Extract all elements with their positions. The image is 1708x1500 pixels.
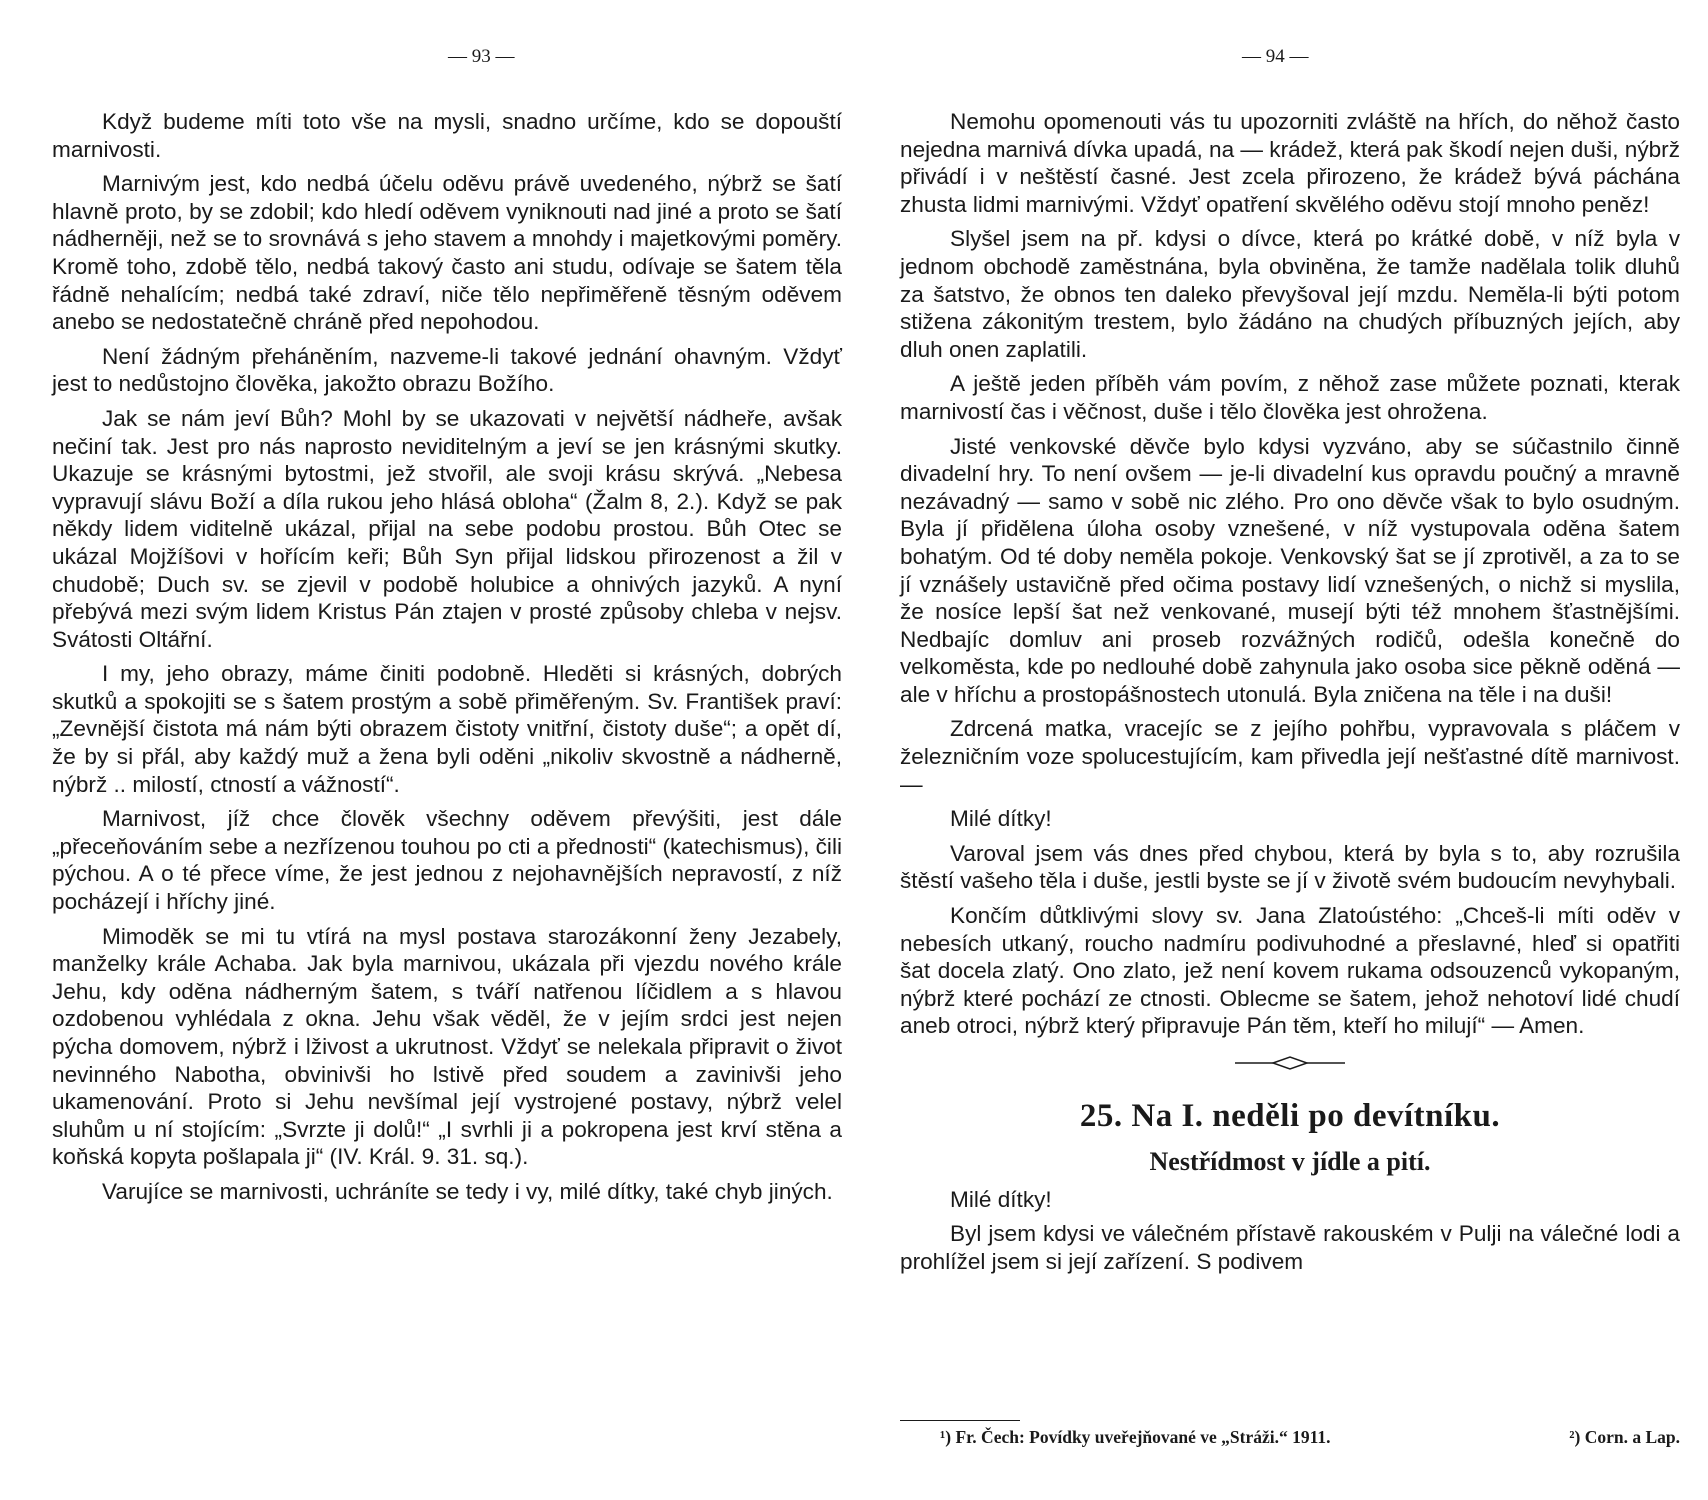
paragraph: I my, jeho obrazy, máme činiti podobně. Hleděti si krásných, dobrých skutků a spokojiti se s šatem prostým a sobě přiměřeným. Sv. František praví: „Zevnější čistota má nám býti obrazem čistoty vnitřní, čistoty duše“; a opět dí, že by si přál, aby každý muž a žena byli oděni „nikoliv skvostně a nádherně, nýbrž .. milostí, ctností a vážností“. [52, 661, 842, 797]
paragraph: Zdrcená matka, vracejíc se z jejího pohřbu, vypravovala s pláčem v železničním voze spolucestujícím, kam přivedla její nešťastné dítě marnivost. — [900, 716, 1680, 797]
paragraph: Jak se nám jeví Bůh? Mohl by se ukazovati v největší nádheře, avšak nečiní tak. Jest pro nás naprosto neviditelným a jeví se jen krásnými skutky. Ukazuje se krásnými bytostmi, jež stvořil, ale svoji krásu skrývá. „Nebesa vypravují slávu Boží a díla rukou jeho hlásá obloha“ (Žalm 8, 2.). Když se pak někdy lidem viditelně ukázal, přijal na sebe podobu prostou. Bůh Otec se ukázal Mojžíšovi v hořícím keři; Bůh Syn přijal lidskou přirozenost a žil v chudobě; Duch sv. se zjevil v podobě holubice a ohnivých jazyků. A nyní přebývá mezi svým lidem Kristus Pán ztajen v prosté způsoby chleba v nejsv. Svátosti Oltářní. [52, 405, 842, 652]
paragraph: Marnivost, jíž chce člověk všechny oděvem převýšiti, jest dále „přeceňováním sebe a nezřízenou touhou po cti a přednosti“ (katechismus), čili pýchou. A o té přece víme, že jest jednou z nejohavnějších nepravostí, z níž pocházejí i hříchy jiné. [52, 806, 842, 915]
footnote-rule [900, 1420, 1020, 1421]
paragraph: Slyšel jsem na př. kdysi o dívce, která po krátké době, v níž byla v jednom obchodě zaměstnána, byla obviněna, že tamže nadělala tolik dluhů za šatstvo, že obnos ten daleko převyšoval její mzdu. Neměla-li býti potom stižena zákonitým trestem, bylo žádáno na chudých příbuzných jejích, aby dluh onen zaplatili. [900, 226, 1680, 362]
page-number: — 94 — [1242, 46, 1309, 67]
section-divider [900, 1050, 1680, 1078]
paragraph: Jisté venkovské děvče bylo kdysi vyzváno, aby se súčastnilo činně divadelní hry. To není ovšem — je-li divadelní kus opravdu poučný a mravně nezávadný — samo v sobě nic zlého. Pro ono děvče však to bylo osudným. Byla jí přidělena úloha osoby vznešené, v níž vystupovala oděna šatem bohatým. Od té doby neměla pokoje. Venkovský šat se jí zprotivěl, a za to se jí vznášely ustavičně před očima postavy lidí vznešených, o nichž si myslila, že nosíce lepší šat než venkované, musejí býti též mnohem šťastnějšími. Nedbajíc domluv ani proseb rozvážných rodičů, odešla konečně do velkoměsta, kde po nedlouhé době zahynula jako osoba sice pěkně oděná — ale v hříchu a prostopášnostech utonulá. Byla zničena na těle i na duši! [900, 433, 1680, 707]
chapter-subtitle: Nestřídmost v jídle a pití. [1149, 1146, 1431, 1176]
right-page [900, 0, 1680, 1500]
paragraph: Marnivým jest, kdo nedbá účelu oděvu právě uvedeného, nýbrž se šatí hlavně proto, by se zdobil; kdo hledí oděvem vyniknouti nad jiné a proto se šatí nádherněji, než se to srovnává s jeho stavem a mnohdy i majetkovými poměry. Kromě toho, zdobě tělo, nedbá takový často ani studu, odívaje se šatem těla řádně nehalícím; nedbá také zdraví, niče tělo nepřiměřeně těsným oděvem anebo se nedostatečně chráně před nepohodou. [52, 171, 842, 335]
paragraph: Byl jsem kdysi ve válečném přístavě rakouském v Pulji na válečné lodi a prohlížel jsem si její zařízení. S podivem [900, 1221, 1680, 1274]
paragraph: Končím důtklivými slovy sv. Jana Zlatoústého: „Chceš-li míti oděv v nebesích utkaný, roucho nadmíru podivuhodné a přeslavné, hleď si opatřiti šat docela zlatý. Ono zlato, jež není kovem rukama odsouzenců vykopaným, nýbrž které pochází ze ctnosti. Oblecme se šatem, jehož nehotoví lidé chudí aneb otroci, nýbrž který připravuje Pán těm, kteří ho milují“ — Amen. [900, 903, 1680, 1039]
paragraph: Varujíce se marnivosti, uchráníte se tedy i vy, milé dítky, také chyb jiných. [102, 1178, 833, 1204]
page-number: — 93 — [448, 46, 515, 67]
chapter-title: 25. Na I. neděli po devítníku. [1079, 1097, 1501, 1134]
paragraph: Mimoděk se mi tu vtírá na mysl postava starozákonní ženy Jezabely, manželky krále Achaba. Jak byla marnivou, ukázala při vjezdu nového krále Jehu, kdy oděna nádherným šatem, s tváří natřenou líčidlem a s hlavou ozdobenou vyhlédala z okna. Jehu však věděl, že v jejím srdci jest nejen pýcha domovem, nýbrž i lživost a ukrutnost. Vždyť se nelekala připravit o život nevinného Nabotha, obvinivši ho lstivě před soudem a zavinivši jeho ukamenování. Proto si Jehu nevšímal její vystrojené postavy, nýbrž velel sluhům u ní stojícím: „Svrzte ji dolů!“ „I svrhli ji a pokropena jest krví stěna a koňská kopyta pošlapala ji“ (IV. Král. 9. 31. sq.). [52, 923, 842, 1170]
paragraph: Milé dítky! [950, 806, 1052, 832]
paragraph: Není žádným přeháněním, nazveme-li takové jednání ohavným. Vždyť jest to nedůstojno člověka, jakožto obrazu Božího. [52, 343, 842, 397]
paragraph: Když budeme míti toto vše na mysli, snadno určíme, kdo se dopouští marnivosti. [52, 109, 842, 162]
paragraph: Varoval jsem vás dnes před chybou, která by byla s to, aby rozrušila štěstí vašeho těla i duše, jestli byste se jí v životě svém budoucím nevyhybali. [900, 840, 1680, 894]
paragraph: Nemohu opomenouti vás tu upozorniti zvláště na hřích, do něhož často nejedna marnivá dívka upadá, na — krádež, která pak škodí nejen duši, nýbrž přivádí i v neštěstí časné. Jest zcela přirozeno, že krádež bývá páchána zhusta lidmi marnivými. Vždyť opatření skvělého oděvu stojí mnoho peněz! [900, 109, 1680, 217]
paragraph: Milé dítky! [950, 1186, 1052, 1212]
page-text [52, 108, 842, 1206]
footnote-2: ²) Corn. a Lap. [1569, 1427, 1680, 1447]
ornament-divider-icon [1235, 1055, 1345, 1071]
page-text [900, 108, 1680, 1275]
paragraph: A ještě jeden příběh vám povím, z něhož zase můžete poznati, kterak marnivostí čas i věčnost, duše i tělo člověka jest ohrožena. [900, 371, 1680, 424]
left-page [52, 0, 842, 1500]
footnote-1: ¹) Fr. Čech: Povídky uveřejňované ve „Stráži.“ 1911. [940, 1427, 1331, 1447]
footnotes [900, 1426, 1680, 1448]
